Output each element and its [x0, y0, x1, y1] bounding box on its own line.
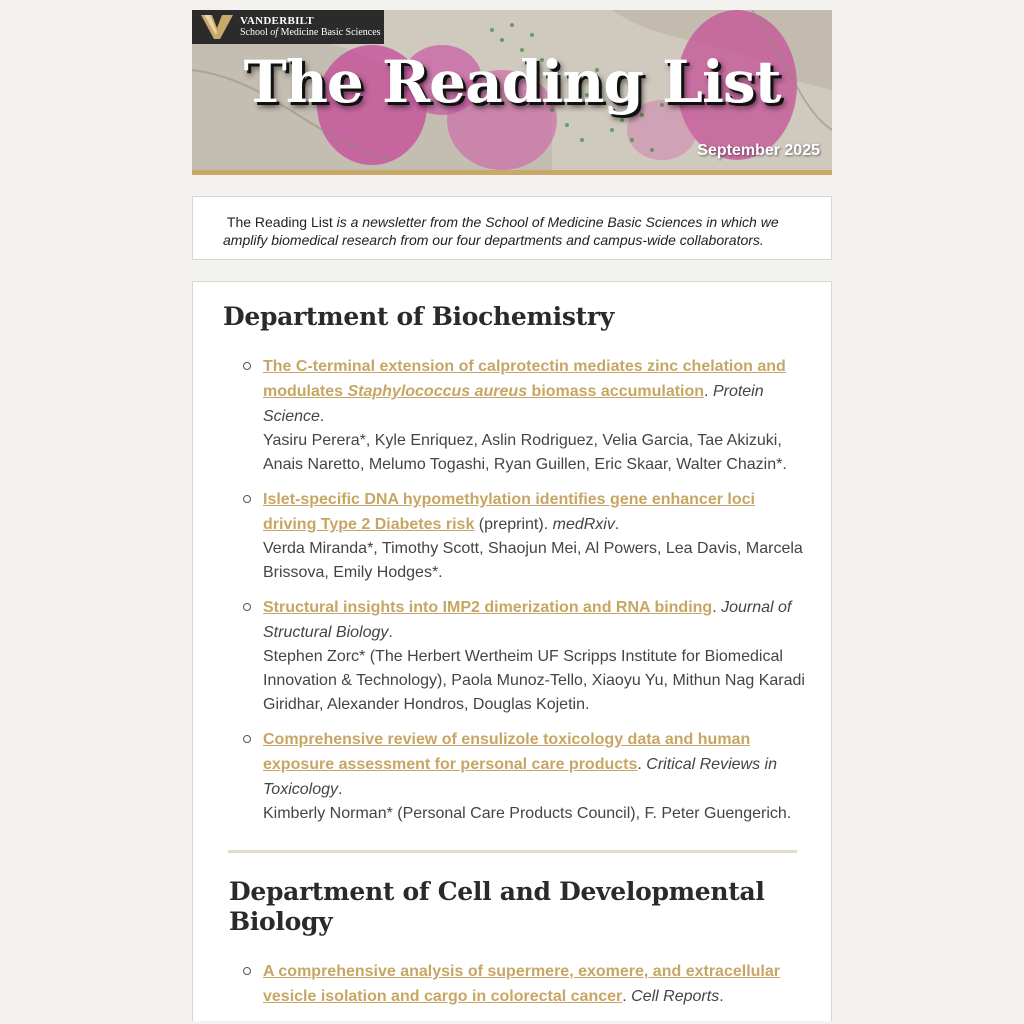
circle-bullet-icon — [243, 495, 251, 503]
section-divider — [228, 850, 797, 853]
publication-item: Islet-specific DNA hypomethylation identifies gene enhancer loci driving Type 2 Diabetes risk (preprint). medRxiv. Verda Miranda*, Timothy Scott, Shaojun Mei, Al Powers, Lea Davis, Marcela Brissova, Emily Hodges*. — [263, 487, 809, 585]
publication-item: A comprehensive analysis of supermere, exomere, and extracellular vesicle isolation and cargo in colorectal cancer. Cell Reports. — [263, 959, 809, 1009]
journal-name: Cell Reports — [631, 988, 720, 1005]
intro-box — [192, 196, 832, 260]
newsletter-title: The Reading List — [243, 48, 781, 116]
intro-text — [223, 213, 801, 249]
journal-name: Protein Science — [263, 383, 764, 425]
journal-name: Journal of Structural Biology — [263, 599, 792, 641]
intro-description: is a newsletter from the School of Medicine Basic Sciences in which we amplify biomedical research from our four departments and campus-wide collaborators. — [223, 214, 779, 248]
publication-link[interactable]: Islet-specific DNA hypomethylation identifies gene enhancer loci driving Type 2 Diabetes risk — [263, 491, 755, 533]
publication-link[interactable]: Comprehensive review of ensulizole toxicology data and human exposure assessment for personal care products — [263, 731, 751, 773]
publication-list — [223, 959, 809, 1009]
logo-line-2: School of Medicine Basic Sciences — [240, 26, 381, 38]
intro-newsletter-name: The Reading List — [226, 214, 333, 230]
publication-authors: Stephen Zorc* (The Herbert Wertheim UF Scripps Institute for Biomedical Innovation & Technology), Paola Munoz-Tello, Xiaoyu Yu, Mithun Nag Karadi Giridhar, Alexander Hondros, Douglas Kojetin. — [263, 648, 805, 713]
logo-line-1: VANDERBILT — [240, 14, 314, 27]
publication-authors: Yasiru Perera*, Kyle Enriquez, Aslin Rodriguez, Velia Garcia, Tae Akizuki, Anais Naretto, Melumo Togashi, Ryan Guillen, Eric Skaar, Walter Chazin*. — [263, 432, 787, 473]
journal-name: Critical Reviews in Toxicology — [263, 756, 777, 798]
circle-bullet-icon — [243, 603, 251, 611]
issue-date: September 2025 — [697, 142, 820, 159]
department-title: Department of Cell and Developmental Biology — [229, 877, 765, 936]
header-banner — [192, 10, 832, 175]
journal-name: medRxiv — [552, 516, 615, 533]
publication-item: Comprehensive review of ensulizole toxicology data and human exposure assessment for personal care products. Critical Reviews in Toxicology. Kimberly Norman* (Personal Care Products Council), F. Peter Guengerich. — [263, 727, 809, 826]
publication-link[interactable]: A comprehensive analysis of supermere, exomere, and extracellular vesicle isolation and cargo in colorectal cancer — [263, 963, 780, 1005]
circle-bullet-icon — [243, 735, 251, 743]
publication-authors: Verda Miranda*, Timothy Scott, Shaojun Mei, Al Powers, Lea Davis, Marcela Brissova, Emily Hodges*. — [263, 540, 803, 581]
department-title: Department of Biochemistry — [223, 302, 614, 331]
publication-item: Structural insights into IMP2 dimerization and RNA binding. Journal of Structural Biology. Stephen Zorc* (The Herbert Wertheim UF Scripps Institute for Biomedical Innovation & Technology), Paola Munoz-Tello, Xiaoyu Yu, Mithun Nag Karadi Giridhar, Alexander Hondros, Douglas Kojetin. — [263, 595, 809, 717]
content-panel — [192, 281, 832, 1021]
circle-bullet-icon — [243, 362, 251, 370]
publication-link[interactable]: The C-terminal extension of calprotectin mediates zinc chelation and modulates Staphylococcus aureus biomass accumulation — [263, 358, 786, 400]
vanderbilt-v-icon — [200, 14, 234, 40]
newsletter — [192, 10, 832, 1021]
publication-link[interactable]: Structural insights into IMP2 dimerization and RNA binding — [263, 599, 713, 616]
publication-authors: Kimberly Norman* (Personal Care Products Council), F. Peter Guengerich. — [263, 805, 792, 822]
publication-list — [223, 354, 809, 826]
circle-bullet-icon — [243, 967, 251, 975]
publication-note: (preprint) — [474, 516, 544, 533]
publication-item: The C-terminal extension of calprotectin mediates zinc chelation and modulates Staphylococcus aureus biomass accumulation. Protein Science. Yasiru Perera*, Kyle Enriquez, Aslin Rodriguez, Velia Garcia, Tae Akizuki, Anais Naretto, Melumo Togashi, Ryan Guillen, Eric Skaar, Walter Chazin*. — [263, 354, 809, 477]
vanderbilt-logo[interactable] — [192, 10, 384, 44]
